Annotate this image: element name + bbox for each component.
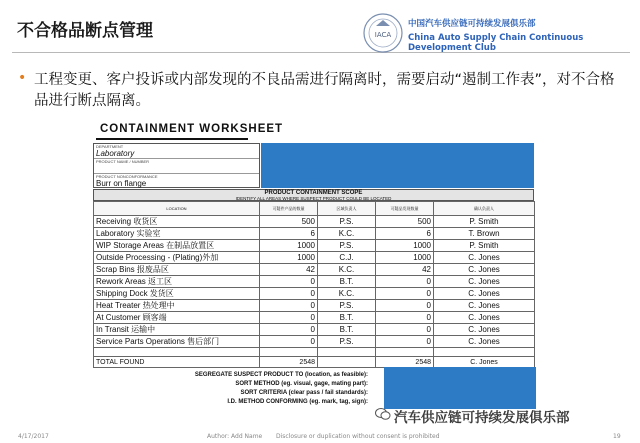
worksheet-info-box [93,143,260,188]
table-row [94,300,535,312]
info-row-product [94,159,259,174]
containment-table [93,201,535,368]
info-row-nonconformance [94,174,259,189]
table-cell: 6 [260,228,318,240]
logo-name-en: China Auto Supply Chain Continuous Development Club [408,33,584,53]
footer-date: 4/17/2017 [18,433,49,440]
column-header: 区域负责人 [318,202,376,216]
redaction-block-bottom [384,367,536,409]
table-cell: 1000 [260,252,318,264]
table-cell: 0 [260,276,318,288]
bullet-dot: • [18,70,27,86]
table-cell: 2548 [376,357,434,368]
table-row [94,252,535,264]
table-cell: 500 [376,216,434,228]
info-row-department [94,144,259,159]
table-cell: 0 [376,276,434,288]
table-cell: At Customer 顾客端 [94,312,260,324]
table-cell: Receiving 收货区 [94,216,260,228]
logo-badge: IACA [374,31,392,39]
table-cell: 0 [260,288,318,300]
table-cell: P.S. [318,240,376,252]
table-cell: 6 [376,228,434,240]
table-cell: Outside Processing - (Plating)外加 [94,252,260,264]
table-cell: 0 [260,312,318,324]
id-method-label: I.D. METHOD CONFORMING (eg. mark, tag, sign): [227,399,368,405]
table-cell: 0 [260,336,318,348]
footer-author: Author: Add Name [207,433,263,440]
table-cell: 0 [376,324,434,336]
table-cell: In Transit 运输中 [94,324,260,336]
table-cell: C. Jones [434,324,535,336]
table-cell: C. Jones [434,357,535,368]
table-cell: K.C. [318,288,376,300]
table-cell: P. Smith [434,216,535,228]
table-cell [376,348,434,357]
footer-page-number: 19 [613,433,621,440]
containment-worksheet [88,118,540,428]
table-cell: 1000 [376,240,434,252]
table-cell: C. Jones [434,300,535,312]
table-spacer-row [94,348,535,357]
table-cell: P.S. [318,216,376,228]
column-header: 可疑品发现数量 [376,202,434,216]
table-cell: C. Jones [434,336,535,348]
scope-title: PRODUCT CONTAINMENT SCOPE [264,190,363,196]
table-row [94,264,535,276]
table-cell: 0 [376,336,434,348]
logo-name-cn: 中国汽车供应链可持续发展俱乐部 [408,19,536,29]
table-cell: Shipping Dock 发货区 [94,288,260,300]
table-cell [318,357,376,368]
table-cell: 42 [376,264,434,276]
table-cell: 0 [376,312,434,324]
info-label: PRODUCT NAME / NUMBER [96,159,150,164]
table-cell: B.T. [318,276,376,288]
table-cell: K.C. [318,228,376,240]
table-cell: C. Jones [434,288,535,300]
table-cell: Scrap Bins 报废品区 [94,264,260,276]
table-cell: C. Jones [434,276,535,288]
table-cell: B.T. [318,324,376,336]
table-cell [260,348,318,357]
table-cell: 500 [260,216,318,228]
table-header-row [94,202,535,216]
table-row [94,288,535,300]
column-header: 确认负责人 [434,202,535,216]
sort-method-label: SORT METHOD (eg. visual, gage, mating part): [235,381,368,387]
table-cell: P. Smith [434,240,535,252]
slide-title: 不合格品断点管理 [17,21,153,41]
table-cell: 0 [376,300,434,312]
table-cell: C. Jones [434,312,535,324]
worksheet-title: CONTAINMENT WORKSHEET [100,123,284,135]
table-cell: 0 [376,288,434,300]
table-cell: T. Brown [434,228,535,240]
table-cell: P.S. [318,336,376,348]
scope-subtitle: IDENTIFY ALL AREAS WHERE SUSPECT PRODUCT COULD BE LOCATED [235,196,392,201]
segregate-label: SEGREGATE SUSPECT PRODUCT TO (location, as feasible): [194,372,368,378]
scope-header [93,189,534,201]
iaca-logo-icon [362,12,404,54]
column-header: LOCATION [94,202,260,216]
table-row [94,216,535,228]
bullet-text: 工程变更、客户投诉或内部发现的不良品需进行隔离时，需要启动“遏制工作表”，对不合格品进行断点隔离。 [34,72,615,109]
table-cell: Heat Treater 热处理中 [94,300,260,312]
table-cell: 1000 [376,252,434,264]
redaction-block-top [261,143,534,188]
footer-disclaimer: Disclosure or duplication without consent is prohibited [276,433,440,440]
table-cell: 0 [260,300,318,312]
column-header: 可疑件产品的数量 [260,202,318,216]
info-label: PRODUCT NONCONFORMANCE [96,174,158,179]
total-row [94,357,535,368]
table-cell [318,348,376,357]
table-row [94,336,535,348]
sort-criteria-label: SORT CRITERIA (clear pass / fail standards): [240,390,368,396]
table-cell: TOTAL FOUND [94,357,260,368]
table-cell: 2548 [260,357,318,368]
table-cell: 1000 [260,240,318,252]
table-cell: 0 [260,324,318,336]
table-cell: Service Parts Operations 售后部门 [94,336,260,348]
table-cell: P.S. [318,300,376,312]
info-value: Laboratory [96,149,135,158]
watermark-text: 汽车供应链可持续发展俱乐部 [394,410,570,426]
table-row [94,324,535,336]
worksheet-title-underline [96,138,248,140]
table-row [94,228,535,240]
table-row [94,276,535,288]
info-value: Burr on flange [96,179,147,188]
wechat-icon [375,407,391,421]
table-cell: C.J. [318,252,376,264]
table-cell [94,348,260,357]
table-cell: Laboratory 实验室 [94,228,260,240]
table-cell: B.T. [318,312,376,324]
info-label: DEPARTMENT [96,144,124,149]
table-cell: K.C. [318,264,376,276]
table-cell: C. Jones [434,252,535,264]
table-cell: C. Jones [434,264,535,276]
table-row [94,240,535,252]
table-cell: 42 [260,264,318,276]
table-row [94,312,535,324]
table-cell [434,348,535,357]
table-cell: WIP Storage Areas 在制品放置区 [94,240,260,252]
table-cell: Rework Areas 返工区 [94,276,260,288]
